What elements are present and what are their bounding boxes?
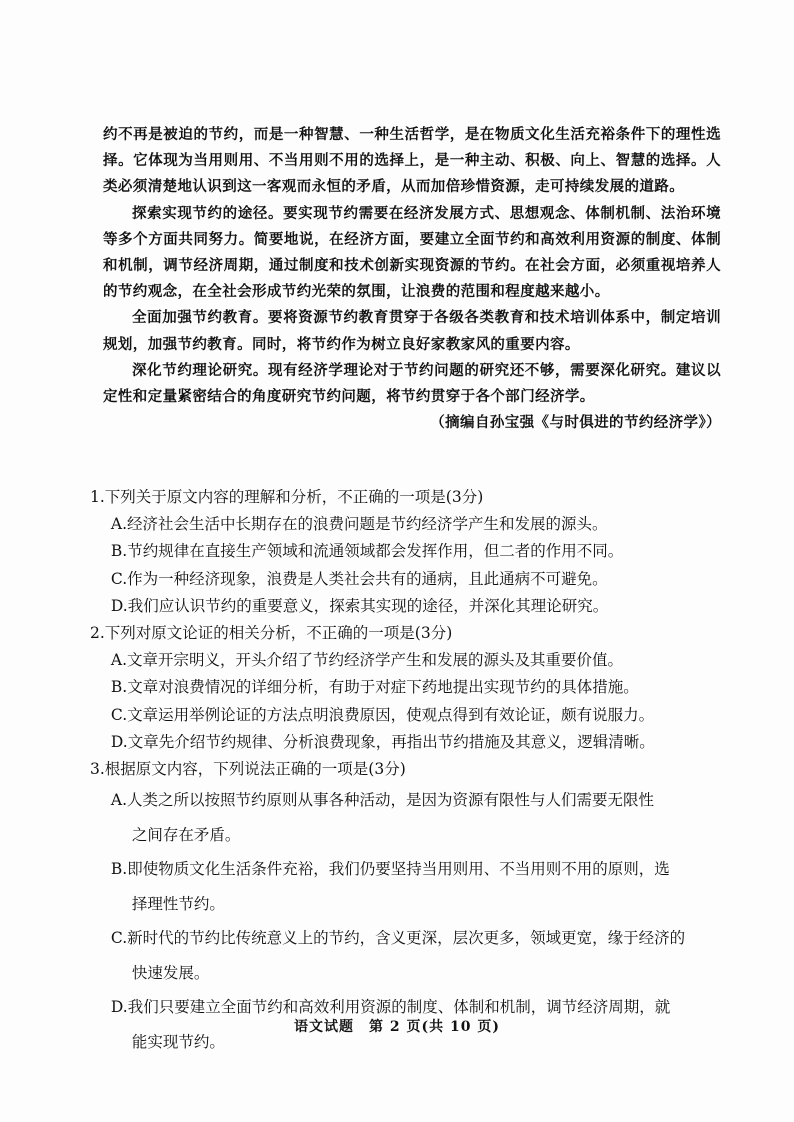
option-c: C.文章运用举例论证的方法点明浪费原因，使观点得到有效论证，颇有说服力。 bbox=[110, 705, 655, 724]
option-c: C.作为一种经济现象，浪费是人类社会共有的通病，且此通病不可避免。 bbox=[110, 569, 608, 588]
option-c bbox=[90, 921, 730, 990]
option-b: B.节约规律在直接生产领域和流通领域都会发挥作用，但二者的作用不同。 bbox=[110, 542, 624, 561]
option-text: D.我们只要建立全面节约和高效利用资源的制度、体制和机制，调节经济周期，就 bbox=[110, 998, 671, 1017]
question-2 bbox=[90, 620, 730, 756]
option-a: A.文章开宗明义，开头介绍了节约经济学产生和发展的源头及其重要价值。 bbox=[110, 651, 624, 670]
option-b bbox=[90, 852, 730, 921]
passage-paragraph-3: 全面加强节约教育。要将资源节约教育贯穿于各级各类教育和技术培训体系中，制定培训规划，加强节约教育。同时，将节约作为树立良好家教家风的重要内容。 bbox=[103, 309, 721, 353]
option-a: A.经济社会生活中长期存在的浪费问题是节约经济学产生和发展的源头。 bbox=[110, 515, 608, 534]
option-b: B.文章对浪费情况的详细分析，有助于对症下药地提出实现节约的具体措施。 bbox=[110, 678, 639, 697]
passage-source: （摘编自孙宝强《与时俱进的节约经济学》） bbox=[430, 414, 721, 432]
option-text-continued: 之间存在矛盾。 bbox=[131, 825, 241, 844]
question-list bbox=[90, 484, 730, 1059]
question-stem: 2.下列对原文论证的相关分析，不正确的一项是(3分) bbox=[90, 624, 453, 643]
option-text: B.即使物质文化生活条件充裕，我们仍要坚持当用则用、不当用则不用的原则，选 bbox=[110, 860, 670, 879]
question-3 bbox=[90, 756, 730, 1059]
question-stem: 1.下列关于原文内容的理解和分析，不正确的一项是(3分) bbox=[90, 488, 484, 506]
passage-paragraph-2: 探索实现节约的途径。要实现节约需要在经济发展方式、思想观念、体制机制、法治环境等多个方面共同努力。简要地说，在经济方面，要建立全面节约和高效利用资源的制度、体制和机制，调节经济周期，通过制度和技术创新实现资源的节约。在社会方面，必须重视培养人的节约观念，在全社会形成节约光荣的氛围，让浪费的范围和程度越来越小。 bbox=[103, 204, 721, 301]
option-d: D.我们应认识节约的重要意义，探索其实现的途径，并深化其理论研究。 bbox=[110, 596, 609, 615]
option-a bbox=[90, 783, 730, 852]
passage-paragraph-1: 约不再是被迫的节约，而是一种智慧、一种生活哲学，是在物质文化生活充裕条件下的理性选择。它体现为当用则用、不当用则不用的选择上，是一种主动、积极、向上、智慧的选择。人类必须清楚地认识到这一客观而永恒的矛盾，从而加倍珍惜资源，走可持续发展的道路。 bbox=[103, 126, 721, 196]
passage-paragraph-4: 深化节约理论研究。现有经济学理论对于节约问题的研究还不够，需要深化研究。建议以定性和定量紧密结合的角度研究节约问题，将节约贯穿于各个部门经济学。 bbox=[103, 361, 721, 406]
page-footer: 语文试题 第 2 页(共 10 页) bbox=[294, 1019, 500, 1035]
option-text-continued: 择理性节约。 bbox=[131, 894, 225, 913]
option-d: D.文章先介绍节约规律、分析浪费现象，再指出节约措施及其意义，逻辑清晰。 bbox=[110, 732, 655, 751]
option-text: A.人类之所以按照节约原则从事各种活动，是因为资源有限性与人们需要无限性 bbox=[110, 791, 655, 810]
reading-passage bbox=[103, 122, 721, 436]
option-text-continued: 快速发展。 bbox=[131, 963, 210, 982]
option-text-continued: 能实现节约。 bbox=[131, 1032, 225, 1051]
option-text: C.新时代的节约比传统意义上的节约，含义更深，层次更多，领域更宽，缘于经济的 bbox=[110, 929, 686, 948]
question-stem: 3.根据原文内容，下列说法正确的一项是(3分) bbox=[90, 760, 406, 779]
question-1 bbox=[90, 484, 730, 620]
